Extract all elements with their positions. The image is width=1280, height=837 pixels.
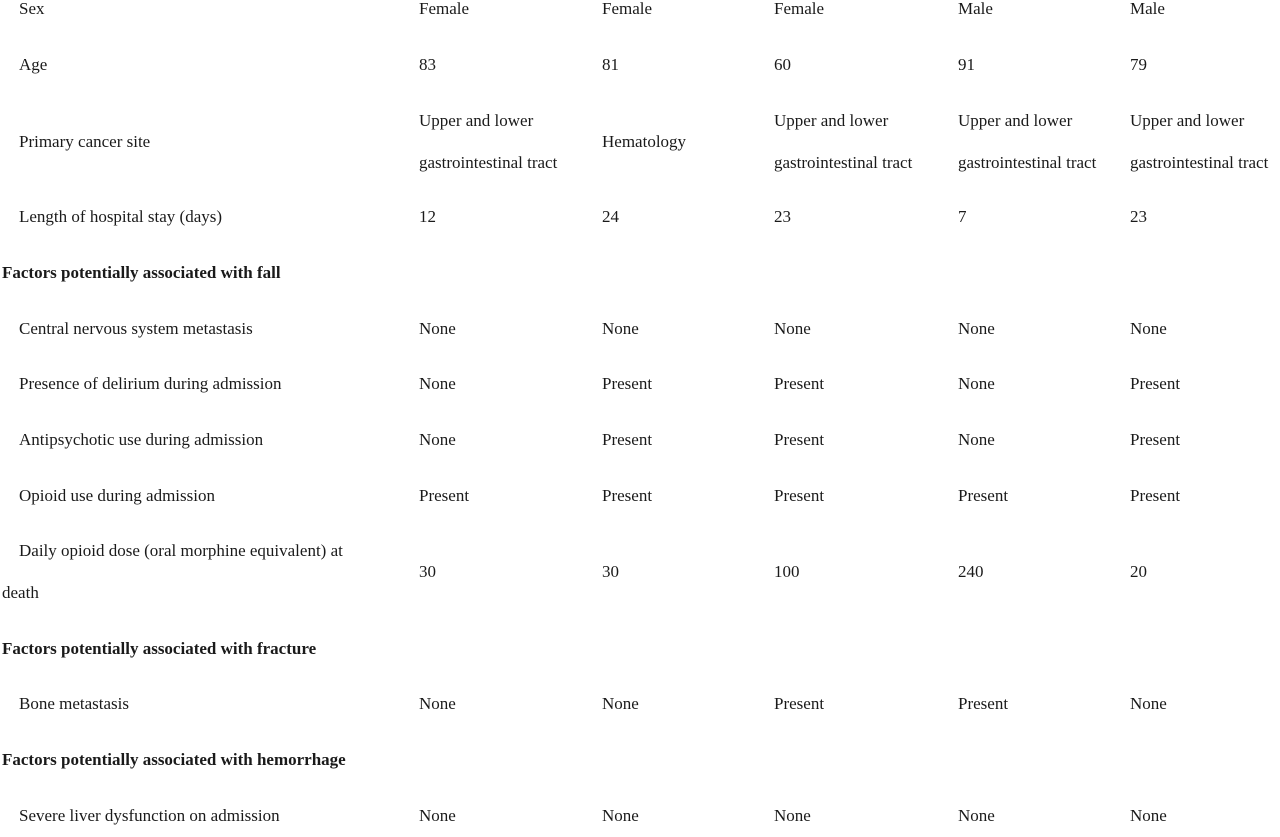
table-cell: Present [774,430,825,449]
section-header-fracture [0,628,1280,670]
table-cell: None [419,806,456,825]
table-cell: Present [1130,374,1181,393]
table-cell: None [602,806,639,825]
row-label: Presence of delirium during admission [19,374,282,393]
row-label: Central nervous system metastasis [19,319,253,338]
table-cell: Female [419,0,470,18]
table-cell: Present [958,486,1009,505]
row-label: Age [19,55,48,74]
table-cell: Present [1130,430,1181,449]
table-cell: 100 [774,562,800,581]
table-cell: Present [602,374,653,393]
table-cell: Present [602,486,653,505]
table-cell: None [419,319,456,338]
table-cell: None [958,374,995,393]
table-cell: Present [419,486,470,505]
table-cell: None [602,694,639,713]
table-row-opioid-use [0,475,1280,517]
row-label: Primary cancer site [19,132,151,151]
table-row-primary-cancer-site [0,100,1280,184]
row-label: Opioid use during admission [19,486,215,505]
table-cell: None [1130,806,1167,825]
table-cell: 12 [419,207,436,226]
section-header-hemorrhage [0,739,1280,781]
table-cell: Upper and lower gastrointestinal tract [419,111,558,172]
row-label: Bone metastasis [19,694,130,713]
table-cell: None [958,806,995,825]
table-cell: Female [774,0,825,18]
row-label: Length of hospital stay (days) [19,207,223,226]
table-cell: None [958,319,995,338]
table-row-antipsychotic [0,419,1280,461]
table-row-bone-metastasis [0,683,1280,725]
table-row-length-of-stay [0,196,1280,238]
table-row-sex [0,0,1280,30]
table-cell: None [1130,319,1167,338]
table-cell: 30 [602,562,619,581]
table-cell: Upper and lower gastrointestinal tract [1130,111,1269,172]
table-cell: 7 [958,207,967,226]
table-cell: 79 [1130,55,1147,74]
table-cell: Present [774,486,825,505]
row-label: Severe liver dysfunction on admission [19,806,280,825]
table-cell: None [1130,694,1167,713]
table-cell: Present [774,694,825,713]
table-cell: None [774,806,811,825]
row-label: Daily opioid dose (oral morphine equivalent) at death [2,541,343,602]
table-cell: Male [958,0,993,18]
table-row-age [0,44,1280,86]
table-cell: Hematology [602,132,687,151]
table-row-cns-metastasis [0,308,1280,350]
table-cell: 23 [1130,207,1147,226]
table-cell: None [419,430,456,449]
table-cell: Present [1130,486,1181,505]
table-row-liver-dysfunction [0,795,1280,837]
row-label: Antipsychotic use during admission [19,430,264,449]
table-cell: 91 [958,55,975,74]
table-cell: 83 [419,55,436,74]
table-cell: Present [602,430,653,449]
table-cell: Upper and lower gastrointestinal tract [774,111,913,172]
table-cell: 60 [774,55,791,74]
table-cell: Upper and lower gastrointestinal tract [958,111,1097,172]
table-row-daily-opioid-dose [0,530,1280,614]
section-header-fall [0,252,1280,294]
table-cell: None [958,430,995,449]
section-title: Factors potentially associated with fracture [2,639,317,658]
table-cell: None [419,374,456,393]
table-cell: None [602,319,639,338]
table-cell: 23 [774,207,791,226]
table-cell: 81 [602,55,619,74]
table-cell: Female [602,0,653,18]
table-cell: 240 [958,562,984,581]
table-cell: Present [774,374,825,393]
section-title: Factors potentially associated with hemorrhage [2,750,346,769]
table-cell: 20 [1130,562,1147,581]
table-cell: None [419,694,456,713]
table-cell: Present [958,694,1009,713]
table-row-delirium [0,363,1280,405]
table-cell: 30 [419,562,436,581]
table-cell: 24 [602,207,619,226]
table-cell: None [774,319,811,338]
row-label: Sex [19,0,45,18]
table-cell: Male [1130,0,1165,18]
section-title: Factors potentially associated with fall [2,263,281,282]
